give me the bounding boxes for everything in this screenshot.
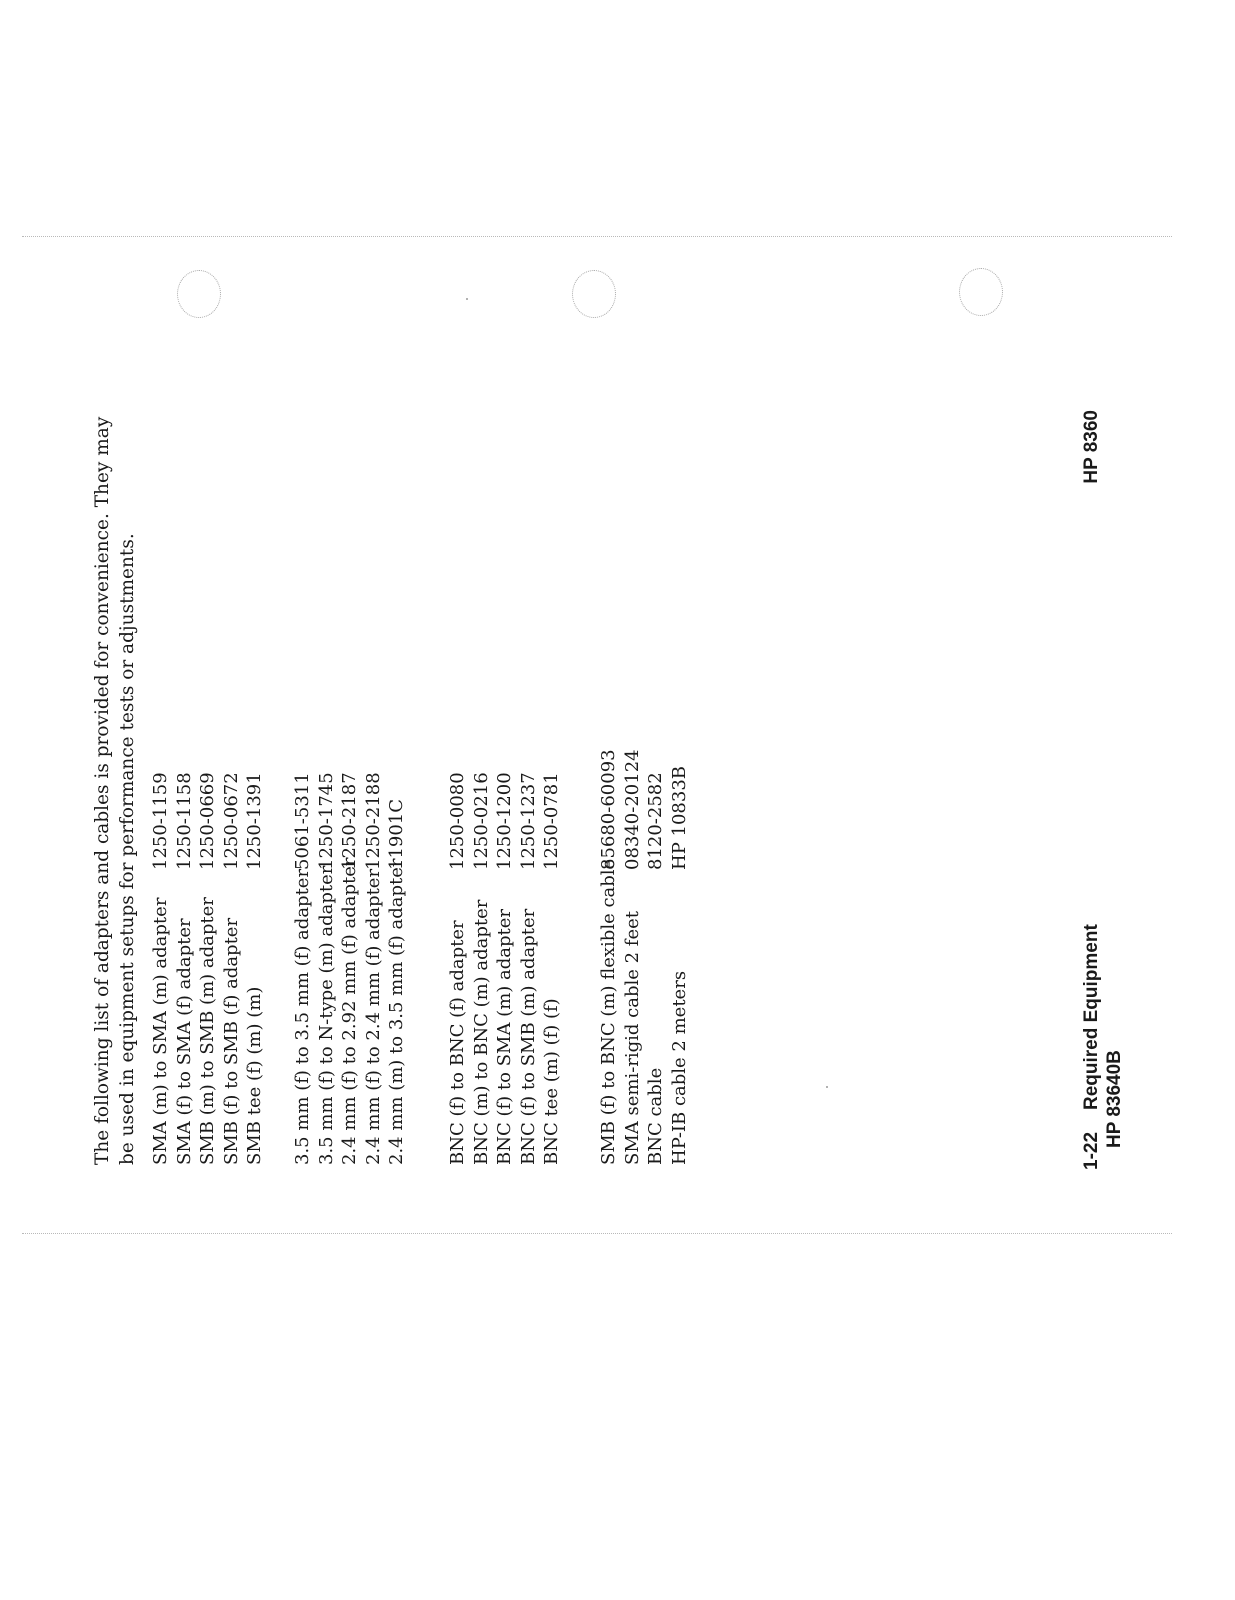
item-description: BNC (m) to BNC (m) adapter: [470, 899, 492, 1165]
part-number: 1250-0781: [541, 772, 562, 870]
table-row: [644, 405, 668, 1165]
model-label-left: HP 83640B: [1104, 1050, 1125, 1148]
table-row: [446, 405, 470, 1165]
table-row: [220, 405, 244, 1165]
item-description: 2.4 mm (m) to 3.5 mm (f) adapter: [386, 858, 407, 1165]
table-row: [385, 405, 409, 1165]
item-description: HP-IB cable 2 meters: [668, 970, 690, 1165]
item-description: 3.5 mm (f) to N-type (m) adapter: [315, 865, 337, 1165]
page-number: 1-22: [1081, 1131, 1102, 1170]
table-row: [597, 405, 621, 1165]
part-number: HP 10833B: [668, 765, 690, 870]
item-description: BNC tee (m) (f) (f): [541, 998, 562, 1165]
item-description: 2.4 mm (f) to 2.4 mm (f) adapter: [362, 868, 384, 1165]
rotated-page: [80, 410, 1200, 1170]
table-row: [470, 405, 494, 1165]
item-description: 3.5 mm (f) to 3.5 mm (f) adapter: [292, 868, 313, 1165]
table-row: [243, 405, 267, 1165]
item-description: SMB (f) to SMB (f) adapter: [220, 917, 242, 1165]
part-number: 85680-60093: [598, 749, 619, 870]
part-number: 11901C: [386, 798, 407, 870]
part-number: 1250-1159: [150, 772, 171, 870]
binder-hole: [572, 270, 616, 318]
scan-border-top: [22, 236, 1172, 237]
part-number: 1250-0216: [470, 772, 492, 870]
part-number: 1250-1391: [244, 772, 265, 870]
part-number: 1250-1200: [494, 772, 515, 870]
footer-title-line: [1080, 924, 1103, 1170]
adapter-group-sma-smb: [149, 405, 267, 1165]
item-description: BNC (f) to SMB (m) adapter: [517, 908, 539, 1165]
intro-paragraph: The following list of adapters and cables is provided for convenience. They may be used in equipment setups for performance tests or adjustments.: [92, 416, 138, 1165]
item-description: SMB (m) to SMB (m) adapter: [197, 897, 218, 1165]
table-row: [621, 405, 645, 1165]
item-description: SMB (f) to BNC (m) flexible cable: [598, 858, 619, 1165]
table-row: [173, 405, 197, 1165]
table-row: [493, 405, 517, 1165]
table-row: [149, 405, 173, 1165]
part-number: 1250-0080: [447, 772, 468, 870]
table-row: [668, 405, 692, 1165]
item-description: BNC (f) to BNC (f) adapter: [447, 920, 468, 1165]
model-label-right: HP 8360: [1081, 410, 1102, 484]
table-row: [517, 405, 541, 1165]
part-number: 1250-2188: [362, 772, 384, 870]
item-description: SMA (f) to SMA (f) adapter: [173, 918, 195, 1165]
item-description: BNC (f) to SMA (m) adapter: [494, 908, 515, 1165]
part-number: 8120-2582: [645, 772, 666, 870]
scan-border-bottom: [22, 1233, 1172, 1234]
scan-speck: [466, 298, 468, 300]
part-number: 1250-1158: [173, 772, 195, 870]
section-title: Required Equipment: [1081, 924, 1102, 1110]
adapter-group-bnc: [446, 405, 564, 1165]
binder-hole: [177, 270, 221, 318]
item-description: SMA semi-rigid cable 2 feet: [621, 910, 643, 1165]
table-row: [338, 405, 362, 1165]
part-number: 08340-20124: [621, 749, 643, 870]
item-description: SMB tee (f) (m) (m): [244, 986, 265, 1165]
part-number: 1250-0672: [220, 772, 242, 870]
part-number: 1250-0669: [197, 772, 218, 870]
item-description: SMA (m) to SMA (m) adapter: [150, 897, 171, 1165]
cable-group: [597, 405, 691, 1165]
binder-hole: [959, 268, 1003, 316]
table-row: [315, 405, 339, 1165]
part-number: 1250-2187: [339, 772, 360, 870]
table-row: [291, 405, 315, 1165]
part-number: 5061-5311: [292, 772, 313, 870]
footer-left: [1080, 924, 1126, 1170]
part-number: 1250-1237: [517, 772, 539, 870]
item-description: 2.4 mm (f) to 2.92 mm (f) adapter: [339, 857, 360, 1165]
table-row: [196, 405, 220, 1165]
table-row: [362, 405, 386, 1165]
adapter-group-mm: [291, 405, 409, 1165]
table-row: [540, 405, 564, 1165]
part-number: 1250-1745: [315, 772, 337, 870]
item-description: BNC cable: [645, 1067, 666, 1165]
